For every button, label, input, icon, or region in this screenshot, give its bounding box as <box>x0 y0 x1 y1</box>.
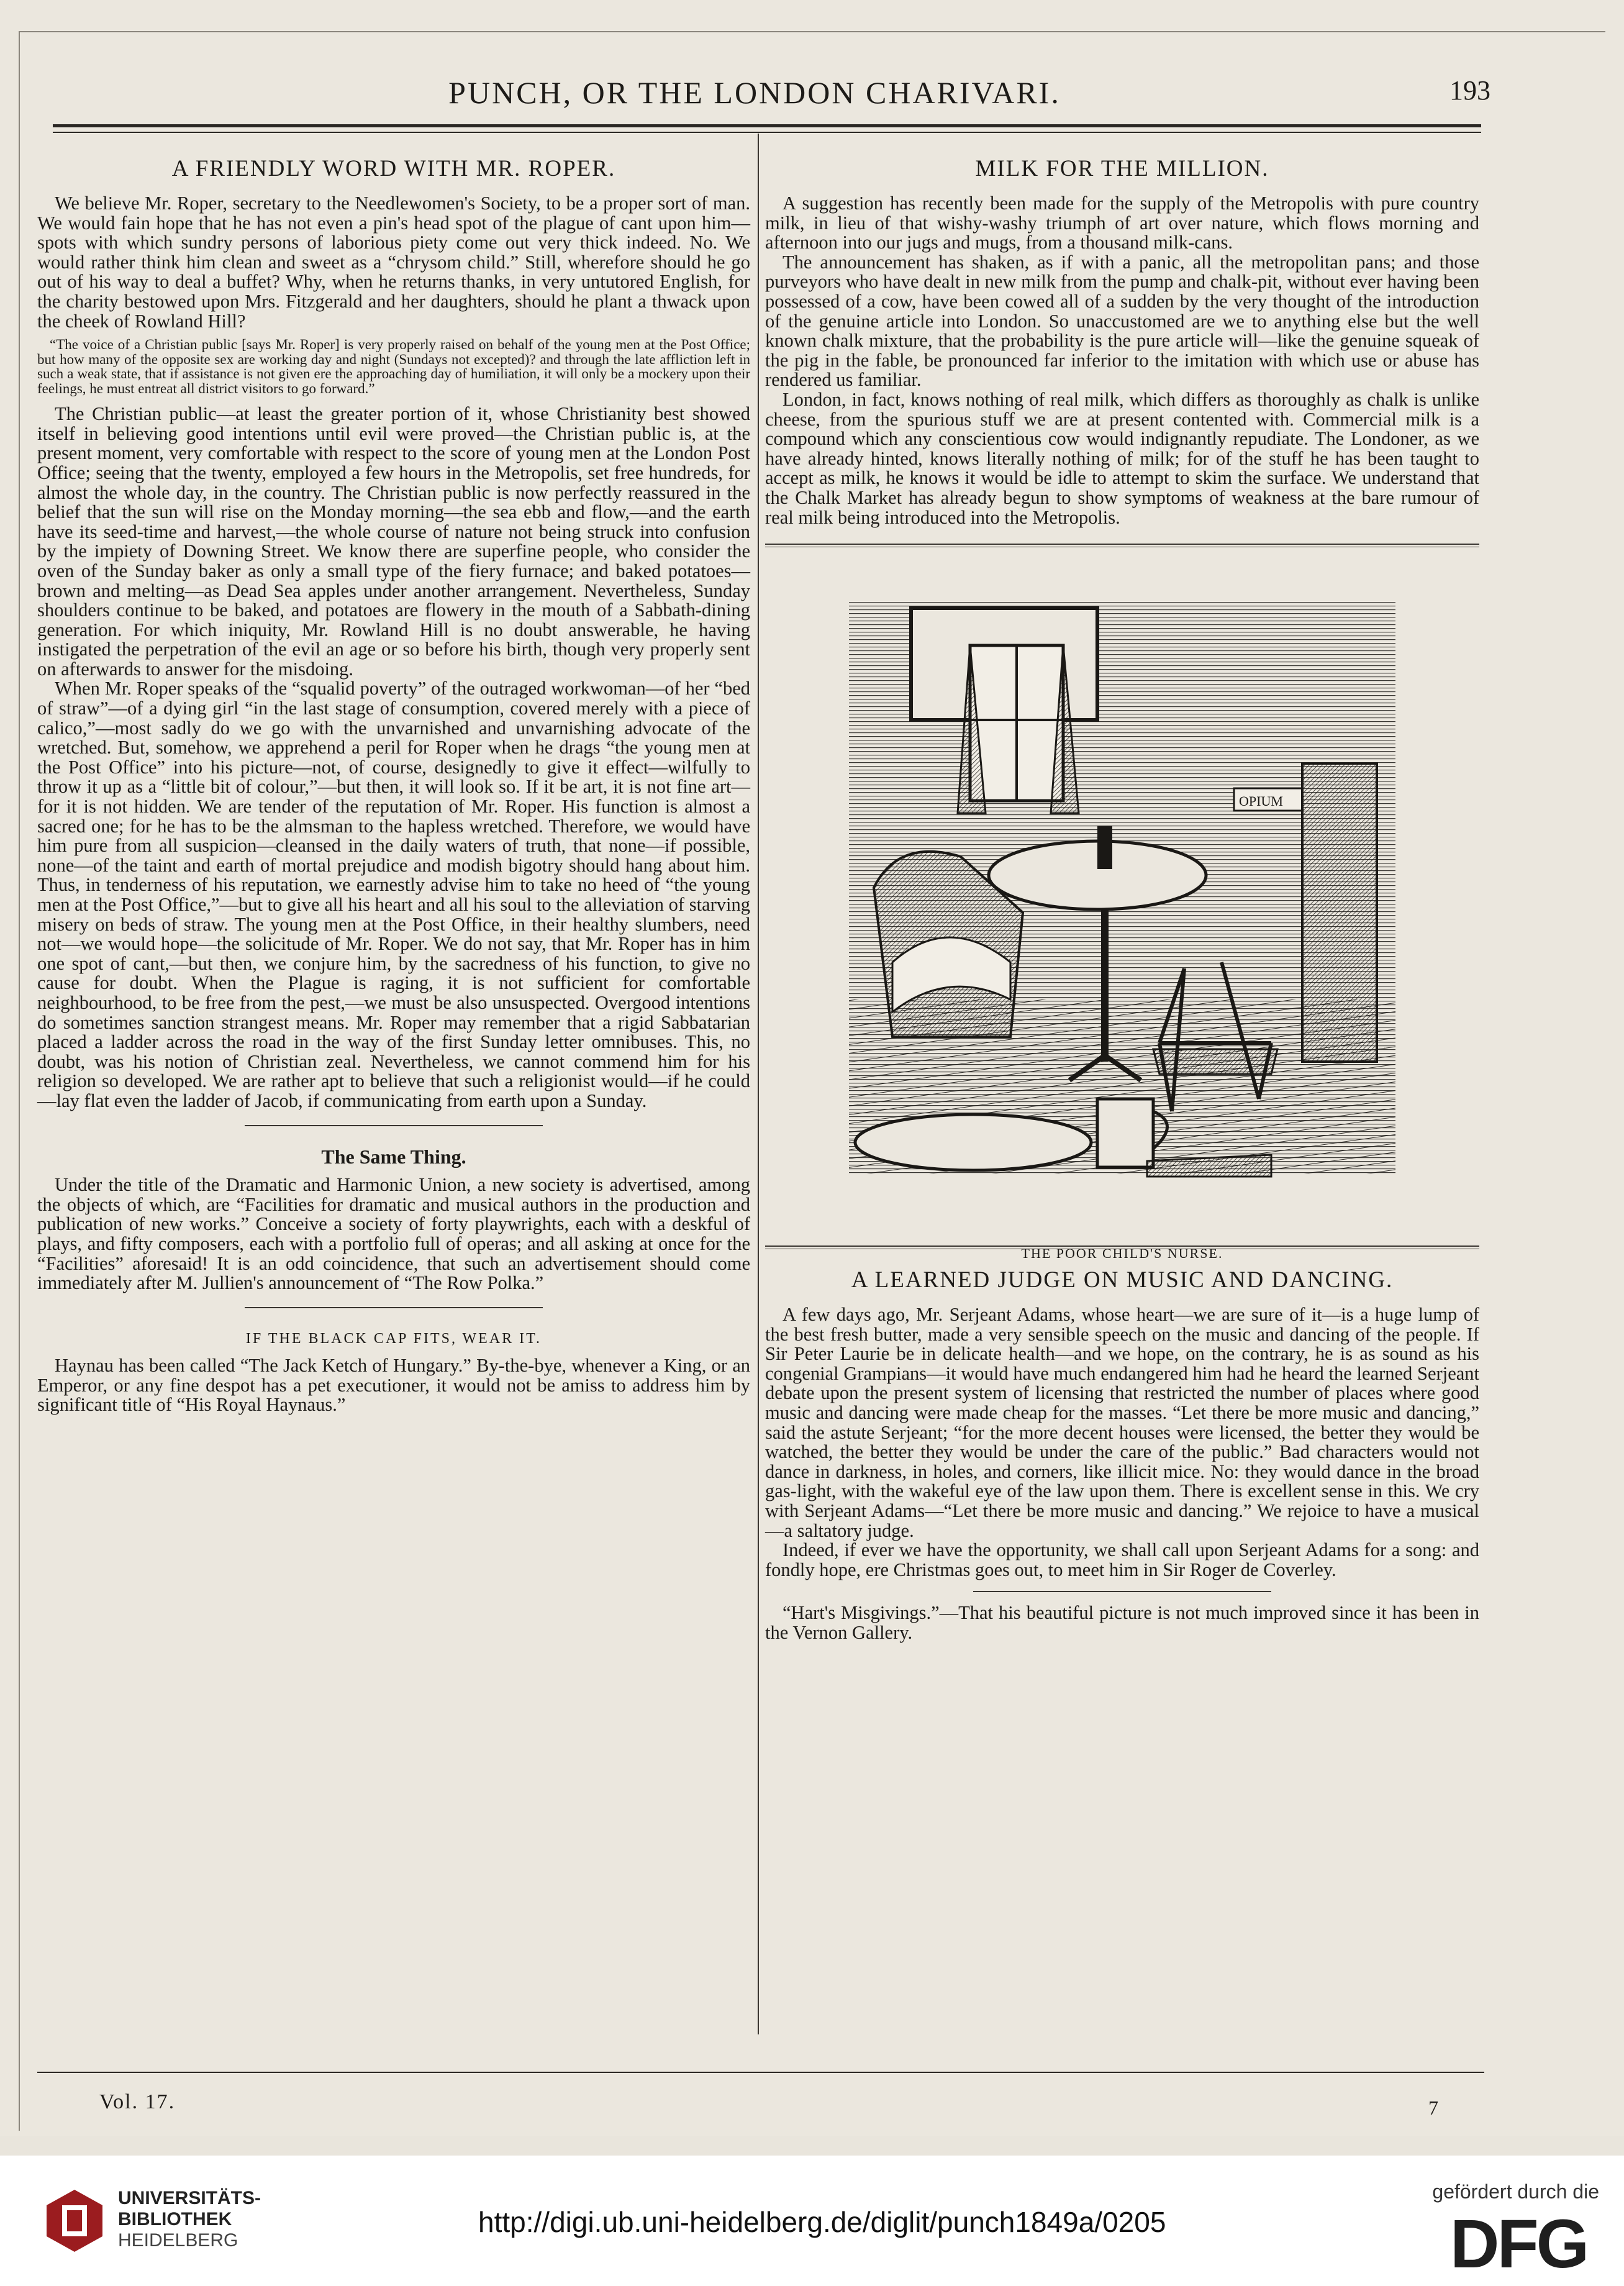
header-rule-thick <box>53 124 1481 127</box>
opium-label: OPIUM <box>1239 793 1283 809</box>
article-paragraph: “Hart's Misgivings.”—That his beautiful picture is not much improved since it has been in the Vernon Gallery. <box>765 1602 1479 1643</box>
article-title-friendly-word: A FRIENDLY WORD WITH MR. ROPER. <box>171 156 616 181</box>
right-column <box>765 155 1479 1643</box>
footer-rule <box>37 2072 1484 2073</box>
header-rule-thin <box>53 132 1481 133</box>
article-title-learned-judge: A LEARNED JUDGE ON MUSIC AND DANCING. <box>851 1267 1394 1293</box>
engraving-poor-childs-nurse <box>824 565 1420 1261</box>
running-title: PUNCH, OR THE LONDON CHARIVARI. <box>448 75 1061 110</box>
university-seal-icon <box>43 2187 106 2255</box>
page-number: 193 <box>1449 75 1490 106</box>
left-column <box>37 155 750 1415</box>
page-header <box>37 75 1490 118</box>
article-paragraph: The announcement has shaken, as if with a panic, all the metropolitan pans; and those purveyors who have dealt in new milk from the pump and chalk-pit, without ever having been possessed of a cow, have been cowed all of a sudden by the very thought of the introduction of the genuine article into London. So unaccustomed are we to anything else but the well known chalk mixture, that the probability is the pure article will—like the genuine squeak of the pig in the fable, be pronounced far inferior to the imitation with which use or abuse has rendered us familiar. <box>765 251 1479 391</box>
volume-label: Vol. 17. <box>99 2090 176 2113</box>
section-separator <box>245 1125 543 1126</box>
funded-by-label: gefördert durch die <box>1432 2180 1599 2203</box>
article-paragraph: London, in fact, knows nothing of real milk, which differs as thoroughly as chalk is unlike cheese, from the spurious stuff we are at present contented with. Commercial milk is a compound which any conscientious cow would indignantly repudiate. The Londoner, as we have already hinted, knows literally nothing of milk; for of the stuff he has been taught to accept as milk, he knows it would be idle to attempt to skim the surface. We understand that the Chalk Market has already begun to show symptoms of weakness at the bare rumour of real milk being introduced into the Metropolis. <box>765 388 1479 528</box>
article-paragraph: Under the title of the Dramatic and Harmonic Union, a new society is advertised, among the objects of which, are “Facilities for dramatic and musical authors in the production and publication of new works.” Conceive a society of forty playwrights, each with a deskful of plays, and fifty composers, each with a portfolio full of operas; and all asking at once for the “Facilities” aforesaid! It is an odd coincidence, that such an advertisement should come immediately after M. Jullien's announcement of “The Row Polka.” <box>37 1174 750 1294</box>
article-paragraph: We believe Mr. Roper, secretary to the Needlewomen's Society, to be a proper sort of man. We would fain hope that he has not even a pin's head spot of the plague of cant upon him—spots with which sundry persons of laborious piety come out very thick indeed. No. We would rather think him clean and sweet as a “chrysom child.” Still, wherefore should he go out of his way to deal a buffet? Why, when he returns thanks, in very untutored English, for the charity bestowed upon Mrs. Fitzgerald and her daughters, should he plant a thwack upon the cheek of Rowland Hill? <box>37 193 750 332</box>
signature-mark: 7 <box>1428 2097 1438 2119</box>
permalink-url[interactable]: http://digi.ub.uni-heidelberg.de/diglit/punch1849a/0205 <box>478 2206 1166 2238</box>
page-edge-left <box>19 31 20 2131</box>
article-title-black-cap: IF THE BLACK CAP FITS, WEAR IT. <box>245 1330 542 1347</box>
article-paragraph: Haynau has been called “The Jack Ketch of Hungary.” By-the-bye, whenever a King, or an Emperor, or any fine despot has a pet executioner, it would not be amiss to address him by significant title of “His Royal Haynaus.” <box>37 1355 750 1416</box>
article-paragraph: A few days ago, Mr. Serjeant Adams, whose heart—we are sure of it—is a huge lump of the best fresh butter, made a very sensible speech on the music and dancing of the people. If Sir Peter Laurie be in delicate health—and we hope, on the contrary, he is as sound as his congenial Grampians—it would have much endangered him had he heard the learned Serjeant debate upon the present system of licensing that restricted the number of places where good music and dancing were made cheap for the masses. “Let there be more music and dancing,” said the astute Serjeant; “for the more decent houses were licensed, the better they would be watched, the better they would be under the care of the public.” Bad characters would not dance in darkness, in holes, and corners, like illicit mice. No: they would dance in the broad gas-light, with the wakeful eye of the law upon them. There is excellent sense in this. We cry with Serjeant Adams—“Let there be more music and dancing.” We rejoice to have a musical—a saltatory judge. <box>765 1304 1479 1541</box>
article-paragraph: When Mr. Roper speaks of the “squalid poverty” of the outraged workwoman—of her “bed of straw”—of a dying girl “in the last stage of consumption, covered merely with a piece of calico,”—most sadly do we go with the unvarnished and unvarnishing advocate of the wretched. But, somehow, we apprehend a peril for Roper when he drags “the young men at the Post Office” into his picture—not, of course, designedly to give it effect—wilfully to throw it up as a “little bit of colour,”—but then, it will look so. If it be art, it is not fine art—for it is not hidden. We are tender of the reputation of Mr. Roper. His function is almost a sacred one; for he has to be the almsman to the hapless wretched. Therefore, we would have him pure from all suspicion—cleansed in the daily waters of truth, that none—if possible, none—of the taint and earth of mortal prejudice and modish bigotry should hang about him. Thus, in tenderness of his reputation, we earnestly advise him to take no heed of “the young men at the Post Office,”—but to give all his heart and all his soul to the alleviation of starving misery on beds of straw. The young men at the Post Office, in their healthy slumbers, need not—we would hope—the solicitude of Mr. Roper. We do not say, that Mr. Roper has in him one spot of cant,—but then, we conjure him, by the sacredness of his function, to give no cause for doubt. When the Plague is raging, it is not sufficient for comfortable neighbourhood, to be free from the pest,—we must be also unsuspected. Overgood intentions do sometimes sanction strangest means. Mr. Roper may remember that a rigid Sabbatarian placed a ladder across the road in the way of the first Sunday letter omnibuses. This, no doubt, was his notion of Christian zeal. Nevertheless, we cannot commend him for his religion so developed. We are rather apt to believe that such a religionist would—if he could—lay flat even the ladder of Jacob, if communicating from earth upon a Sunday. <box>37 678 750 1111</box>
article-paragraph: Indeed, if ever we have the opportunity, we shall call upon Serjeant Adams for a song: and fondly hope, ere Christmas goes out, to meet him in Sir Roger de Coverley. <box>765 1539 1479 1580</box>
svg-text:DFG: DFG <box>1450 2211 1587 2274</box>
illustration-caption: THE POOR CHILD'S NURSE. <box>1021 1245 1223 1261</box>
quoted-letter: “The voice of a Christian public [says Mr. Roper] is very properly raised on behalf of the young men at the Post Office; but how many of the opposite sex are working day and night (Sundays not excepted)? and through the late affliction left in such a weak state, that if assistance is not given ere the approaching day of humiliation, it will only be a mockery upon their feelings, he must entreat all district visitors to go forward.” <box>37 337 750 396</box>
dfg-logo-icon <box>1450 2211 1605 2274</box>
article-title-same-thing: The Same Thing. <box>321 1145 466 1168</box>
page-edge-top <box>19 31 1605 32</box>
column-divider <box>758 134 759 2034</box>
section-separator <box>245 1307 543 1308</box>
digital-library-bar <box>0 2156 1624 2286</box>
article-paragraph: A suggestion has recently been made for the supply of the Metropolis with pure country milk, in lieu of that wishy-washy triumph of art over nature, which flows morning and afternoon into our jugs and mugs, from a thousand milk-cans. <box>765 193 1479 253</box>
institution-name: UNIVERSITÄTS- BIBLIOTHEK HEIDELBERG <box>118 2188 261 2251</box>
section-separator <box>973 1591 1271 1592</box>
section-separator <box>765 544 1479 547</box>
article-title-milk: MILK FOR THE MILLION. <box>975 156 1269 181</box>
article-paragraph: The Christian public—at least the greater portion of it, whose Christianity best showed itself in believing good intentions until evil were proved—the Christian public is, at the present moment, very comfortable with respect to the score of young men at the London Post Office; seeing that the twenty, employed a few hours in the Metropolis, set free hundreds, for almost the whole day, in the country. The Christian public is now perfectly reassured in the belief that the sun will rise on the Monday morning—the sea ebb and flow,—and the earth have its seed-time and harvest,—the whole course of nature not being struck into confusion by the impiety of Downing Street. We know there are superfine people, who consider the oven of the Sunday baker as only a small type of the fiery furnace; and baked potatoes—brown and melting—as Dead Sea apples under another arrangement. Nevertheless, Sunday shoulders continue to be baked, and potatoes are flowery in the mouth of a Sabbath-dining generation. For which iniquity, Mr. Rowland Hill is no doubt answerable, he having instigated the perpetration of the evil an age or so before his birth, though very properly sent on afterwards to answer for the misdoing. <box>37 403 750 680</box>
